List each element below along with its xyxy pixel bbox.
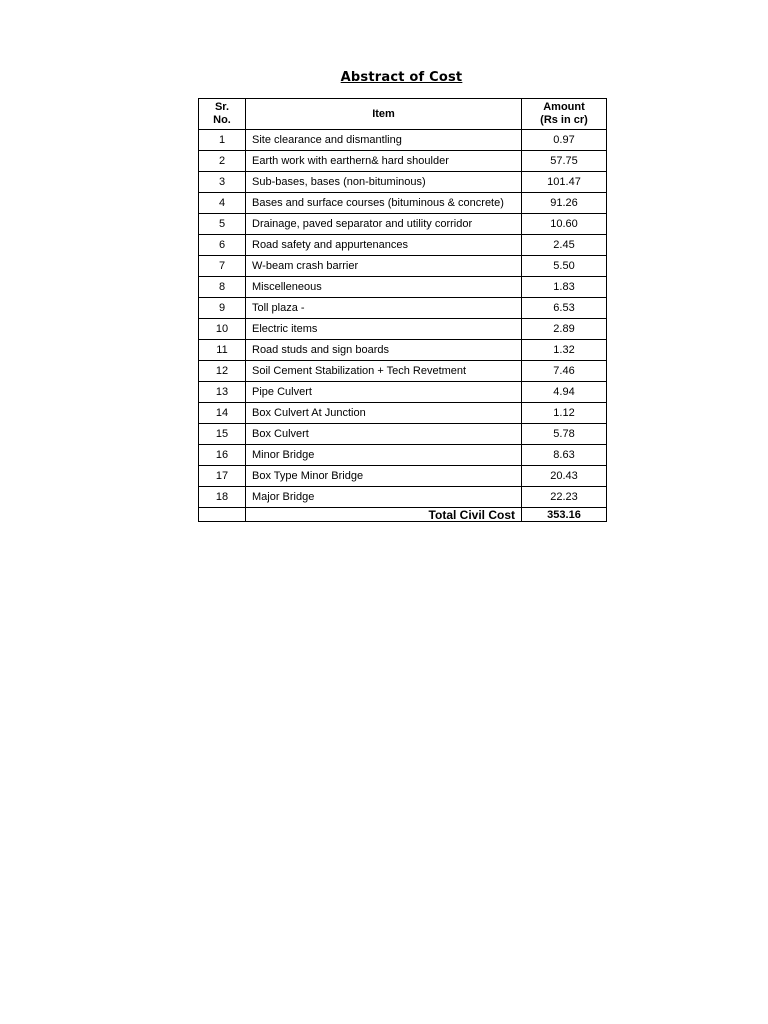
row-item: Box Culvert [246,424,522,445]
row-item: Electric items [246,319,522,340]
row-item: Miscelleneous [246,277,522,298]
row-sr-no: 7 [199,256,246,277]
row-sr-no: 4 [199,193,246,214]
row-amount: 91.26 [522,193,607,214]
table-row [199,277,607,298]
row-item: Pipe Culvert [246,382,522,403]
table-row [199,487,607,508]
table-row [199,382,607,403]
header-amount-line1: Amount [543,101,585,113]
table-header-row [199,99,607,130]
row-amount: 1.83 [522,277,607,298]
row-item: Major Bridge [246,487,522,508]
document-title: Abstract of Cost [340,70,463,85]
header-sr-line1: Sr. [214,101,230,113]
row-sr-no: 5 [199,214,246,235]
row-amount: 1.12 [522,403,607,424]
row-sr-no: 13 [199,382,246,403]
row-item: W-beam crash barrier [246,256,522,277]
row-amount: 2.45 [522,235,607,256]
table-row [199,214,607,235]
header-amount [522,99,607,130]
table-row [199,151,607,172]
row-sr-no: 14 [199,403,246,424]
row-sr-no: 8 [199,277,246,298]
row-item: Box Type Minor Bridge [246,466,522,487]
row-amount: 8.63 [522,445,607,466]
table-row [199,340,607,361]
row-item: Bases and surface courses (bituminous & concrete) [246,193,522,214]
row-sr-no: 18 [199,487,246,508]
total-empty-cell [199,508,246,522]
row-sr-no: 9 [199,298,246,319]
table-body [199,130,607,508]
row-amount: 10.60 [522,214,607,235]
row-amount: 101.47 [522,172,607,193]
total-row [199,508,607,522]
row-item: Site clearance and dismantling [246,130,522,151]
table-row [199,445,607,466]
table-row [199,193,607,214]
row-amount: 6.53 [522,298,607,319]
row-item: Soil Cement Stabilization + Tech Revetment [246,361,522,382]
row-amount: 5.78 [522,424,607,445]
row-item: Drainage, paved separator and utility corridor [246,214,522,235]
table-row [199,256,607,277]
row-amount: 20.43 [522,466,607,487]
row-amount: 7.46 [522,361,607,382]
row-sr-no: 1 [199,130,246,151]
row-sr-no: 12 [199,361,246,382]
row-amount: 2.89 [522,319,607,340]
row-amount: 57.75 [522,151,607,172]
row-item: Road studs and sign boards [246,340,522,361]
table-row [199,424,607,445]
table-row [199,298,607,319]
cost-table [198,98,607,522]
row-sr-no: 2 [199,151,246,172]
row-item: Earth work with earthern& hard shoulder [246,151,522,172]
table-row [199,172,607,193]
row-sr-no: 6 [199,235,246,256]
row-sr-no: 17 [199,466,246,487]
row-item: Toll plaza - [246,298,522,319]
table-row [199,361,607,382]
row-item: Road safety and appurtenances [246,235,522,256]
row-sr-no: 3 [199,172,246,193]
header-amount-line2: (Rs in cr) [540,114,588,126]
row-sr-no: 10 [199,319,246,340]
table-row [199,319,607,340]
row-amount: 22.23 [522,487,607,508]
row-amount: 1.32 [522,340,607,361]
header-sr-no [199,99,246,130]
row-sr-no: 11 [199,340,246,361]
total-value: 353.16 [522,508,607,522]
table-row [199,403,607,424]
header-item: Item [246,99,522,130]
header-sr-line2: No. [213,114,231,126]
row-item: Minor Bridge [246,445,522,466]
table-row [199,235,607,256]
row-amount: 0.97 [522,130,607,151]
row-sr-no: 16 [199,445,246,466]
table-row [199,130,607,151]
row-sr-no: 15 [199,424,246,445]
row-amount: 4.94 [522,382,607,403]
table-row [199,466,607,487]
row-amount: 5.50 [522,256,607,277]
row-item: Box Culvert At Junction [246,403,522,424]
total-label: Total Civil Cost [246,508,522,522]
row-item: Sub-bases, bases (non-bituminous) [246,172,522,193]
